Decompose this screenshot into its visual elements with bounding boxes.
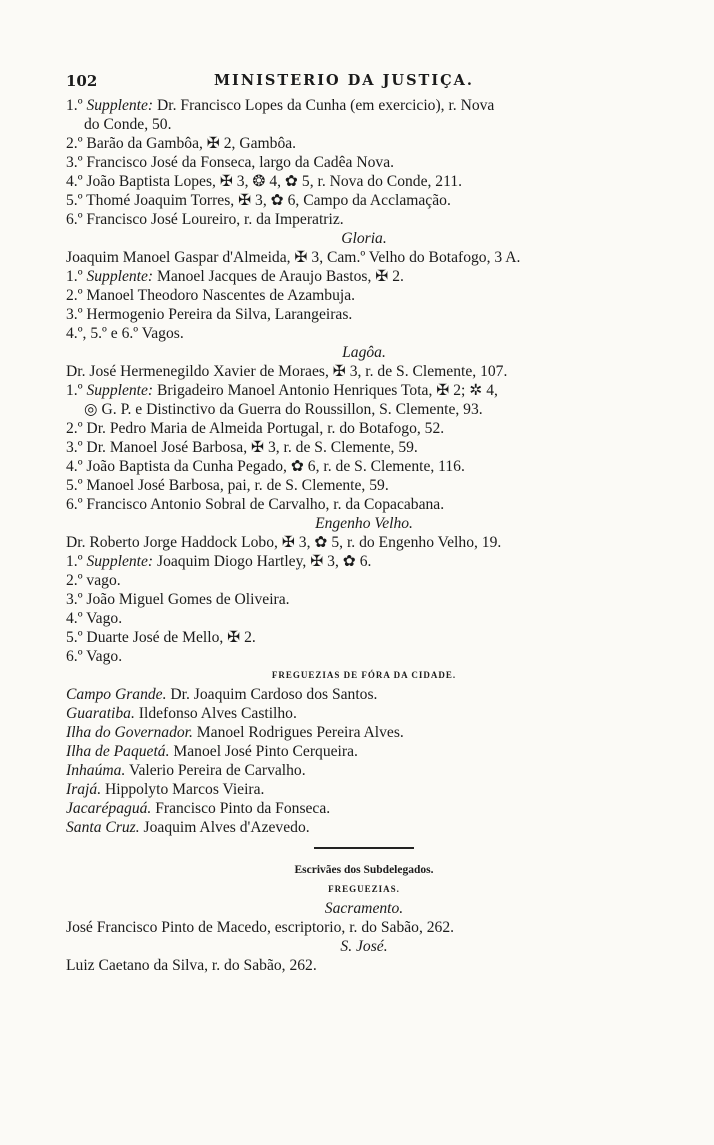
running-title: MINISTERIO DA JUSTIÇA. — [214, 72, 474, 89]
text-segment: Dr. Roberto Jorge Haddock Lobo, ✠ 3, ✿ 5, r. do Engenho Velho, 19. — [66, 534, 502, 551]
text-line — [66, 647, 662, 666]
text-line — [66, 956, 662, 975]
text-segment: Engenho Velho. — [315, 515, 413, 532]
text-line — [66, 495, 662, 514]
text-line — [66, 286, 662, 305]
text-line — [66, 362, 662, 381]
caps-heading — [66, 880, 662, 899]
caps-heading — [66, 666, 662, 685]
text-segment: 3.º João Miguel Gomes de Oliveira. — [66, 591, 290, 608]
italic-text: Supplente: — [86, 268, 154, 285]
text-line — [66, 324, 662, 343]
text-segment: 5.º Thomé Joaquim Torres, ✠ 3, ✿ 6, Campo da Acclamação. — [66, 192, 451, 209]
italic-text: Inhaúma. — [66, 762, 126, 779]
text-line — [66, 438, 662, 457]
document-body — [66, 96, 662, 975]
text-line — [66, 552, 662, 571]
italic-text: Supplente: — [86, 97, 154, 114]
text-line — [66, 115, 662, 134]
text-segment: do Conde, 50. — [84, 116, 172, 133]
text-line — [66, 400, 662, 419]
section-heading — [66, 937, 662, 956]
text-segment: 2.º vago. — [66, 572, 121, 589]
text-line — [66, 96, 662, 115]
text-segment: Lagôa. — [342, 344, 386, 361]
text-line — [66, 628, 662, 647]
text-segment: 3.º Francisco José da Fonseca, largo da Cadêa Nova. — [66, 154, 395, 171]
text-line — [66, 210, 662, 229]
text-line — [66, 248, 662, 267]
text-segment: FREGUEZIAS. — [328, 884, 400, 894]
text-segment: 4.º João Baptista da Cunha Pegado, ✿ 6, r. de S. Clemente, 116. — [66, 458, 465, 475]
text-segment: Manoel Jacques de Araujo Bastos, ✠ 2. — [153, 268, 404, 285]
section-heading — [66, 514, 662, 533]
text-line — [66, 780, 662, 799]
text-line — [66, 172, 662, 191]
text-segment: Sacramento. — [324, 900, 404, 917]
text-segment: 1.º — [66, 268, 87, 285]
text-segment: Brigadeiro Manoel Antonio Henriques Tota, ✠ 2; ✲ 4, — [153, 382, 498, 399]
italic-text: Irajá. — [66, 781, 102, 798]
text-line — [66, 723, 662, 742]
text-segment: FREGUEZIAS DE FÓRA DA CIDADE. — [271, 670, 457, 680]
text-segment: 6.º Francisco Antonio Sobral de Carvalho, r. da Copacabana. — [66, 496, 445, 513]
section-heading — [66, 899, 662, 918]
text-segment: 1.º — [66, 382, 87, 399]
document-page — [66, 72, 662, 975]
italic-text: Ilha de Paquetá. — [66, 743, 170, 760]
section-heading — [66, 343, 662, 362]
text-segment: 4.º Vago. — [66, 610, 123, 627]
text-segment: 1.º — [66, 553, 87, 570]
text-segment: 6.º Vago. — [66, 648, 123, 665]
text-line — [66, 191, 662, 210]
text-segment: S. José. — [340, 938, 388, 955]
text-segment: Ildefonso Alves Castilho. — [134, 705, 297, 722]
text-line — [66, 419, 662, 438]
text-line — [66, 761, 662, 780]
text-line — [66, 742, 662, 761]
text-segment: Valerio Pereira de Carvalho. — [125, 762, 306, 779]
text-segment: 3.º Hermogenio Pereira da Silva, Larangeiras. — [66, 306, 353, 323]
subsection-title — [66, 861, 662, 880]
text-segment: ◎ G. P. e Distinctivo da Guerra do Roussillon, S. Clemente, 93. — [84, 401, 483, 418]
italic-text: Ilha do Governador. — [66, 724, 193, 741]
text-segment: Dr. Joaquim Cardoso dos Santos. — [166, 686, 378, 703]
text-segment: Hippolyto Marcos Vieira. — [101, 781, 265, 798]
text-segment: 2.º Dr. Pedro Maria de Almeida Portugal, r. do Botafogo, 52. — [66, 420, 445, 437]
italic-text: Jacarépaguá. — [66, 800, 152, 817]
text-line — [66, 818, 662, 837]
page-header — [66, 72, 662, 96]
text-segment: José Francisco Pinto de Macedo, escriptorio, r. do Sabão, 262. — [66, 919, 455, 936]
text-line — [66, 476, 662, 495]
text-line — [66, 918, 662, 937]
text-line — [66, 704, 662, 723]
italic-text: Supplente: — [86, 382, 154, 399]
section-divider — [314, 847, 414, 849]
text-segment: 4.º João Baptista Lopes, ✠ 3, ❂ 4, ✿ 5, r. Nova do Conde, 211. — [66, 173, 463, 190]
text-line — [66, 571, 662, 590]
text-line — [66, 590, 662, 609]
page-number: 102 — [66, 72, 98, 90]
text-line — [66, 153, 662, 172]
text-segment: 5.º Duarte José de Mello, ✠ 2. — [66, 629, 256, 646]
text-segment: 6.º Francisco José Loureiro, r. da Imperatriz. — [66, 211, 344, 228]
italic-text: Santa Cruz. — [66, 819, 140, 836]
text-line — [66, 685, 662, 704]
text-segment: 3.º Dr. Manoel José Barbosa, ✠ 3, r. de S. Clemente, 59. — [66, 439, 418, 456]
text-line — [66, 609, 662, 628]
text-segment: 1.º — [66, 97, 87, 114]
text-segment: Joaquim Manoel Gaspar d'Almeida, ✠ 3, Cam.º Velho do Botafogo, 3 A. — [66, 249, 521, 266]
text-segment: Joaquim Alves d'Azevedo. — [139, 819, 310, 836]
text-segment: Manoel Rodrigues Pereira Alves. — [192, 724, 404, 741]
text-segment: Francisco Pinto da Fonseca. — [151, 800, 331, 817]
text-line — [66, 799, 662, 818]
text-segment: Luiz Caetano da Silva, r. do Sabão, 262. — [66, 957, 317, 974]
text-segment: 2.º Barão da Gambôa, ✠ 2, Gambôa. — [66, 135, 297, 152]
text-segment: 5.º Manoel José Barbosa, pai, r. de S. Clemente, 59. — [66, 477, 389, 494]
text-segment: Gloria. — [341, 230, 387, 247]
text-line — [66, 134, 662, 153]
italic-text: Campo Grande. — [66, 686, 167, 703]
text-line — [66, 533, 662, 552]
text-line — [66, 267, 662, 286]
text-segment: Dr. José Hermenegildo Xavier de Moraes, ✠ 3, r. de S. Clemente, 107. — [66, 363, 508, 380]
text-line — [66, 305, 662, 324]
text-segment: 4.º, 5.º e 6.º Vagos. — [66, 325, 184, 342]
text-segment: Dr. Francisco Lopes da Cunha (em exercicio), r. Nova — [153, 97, 495, 114]
italic-text: Guaratiba. — [66, 705, 135, 722]
text-segment: Joaquim Diogo Hartley, ✠ 3, ✿ 6. — [153, 553, 372, 570]
italic-text: Supplente: — [86, 553, 154, 570]
section-heading — [66, 229, 662, 248]
text-segment: 2.º Manoel Theodoro Nascentes de Azambuja. — [66, 287, 356, 304]
text-line — [66, 457, 662, 476]
text-segment: Manoel José Pinto Cerqueira. — [169, 743, 358, 760]
text-line — [66, 381, 662, 400]
text-segment: Escrivães dos Subdelegados. — [294, 864, 434, 876]
